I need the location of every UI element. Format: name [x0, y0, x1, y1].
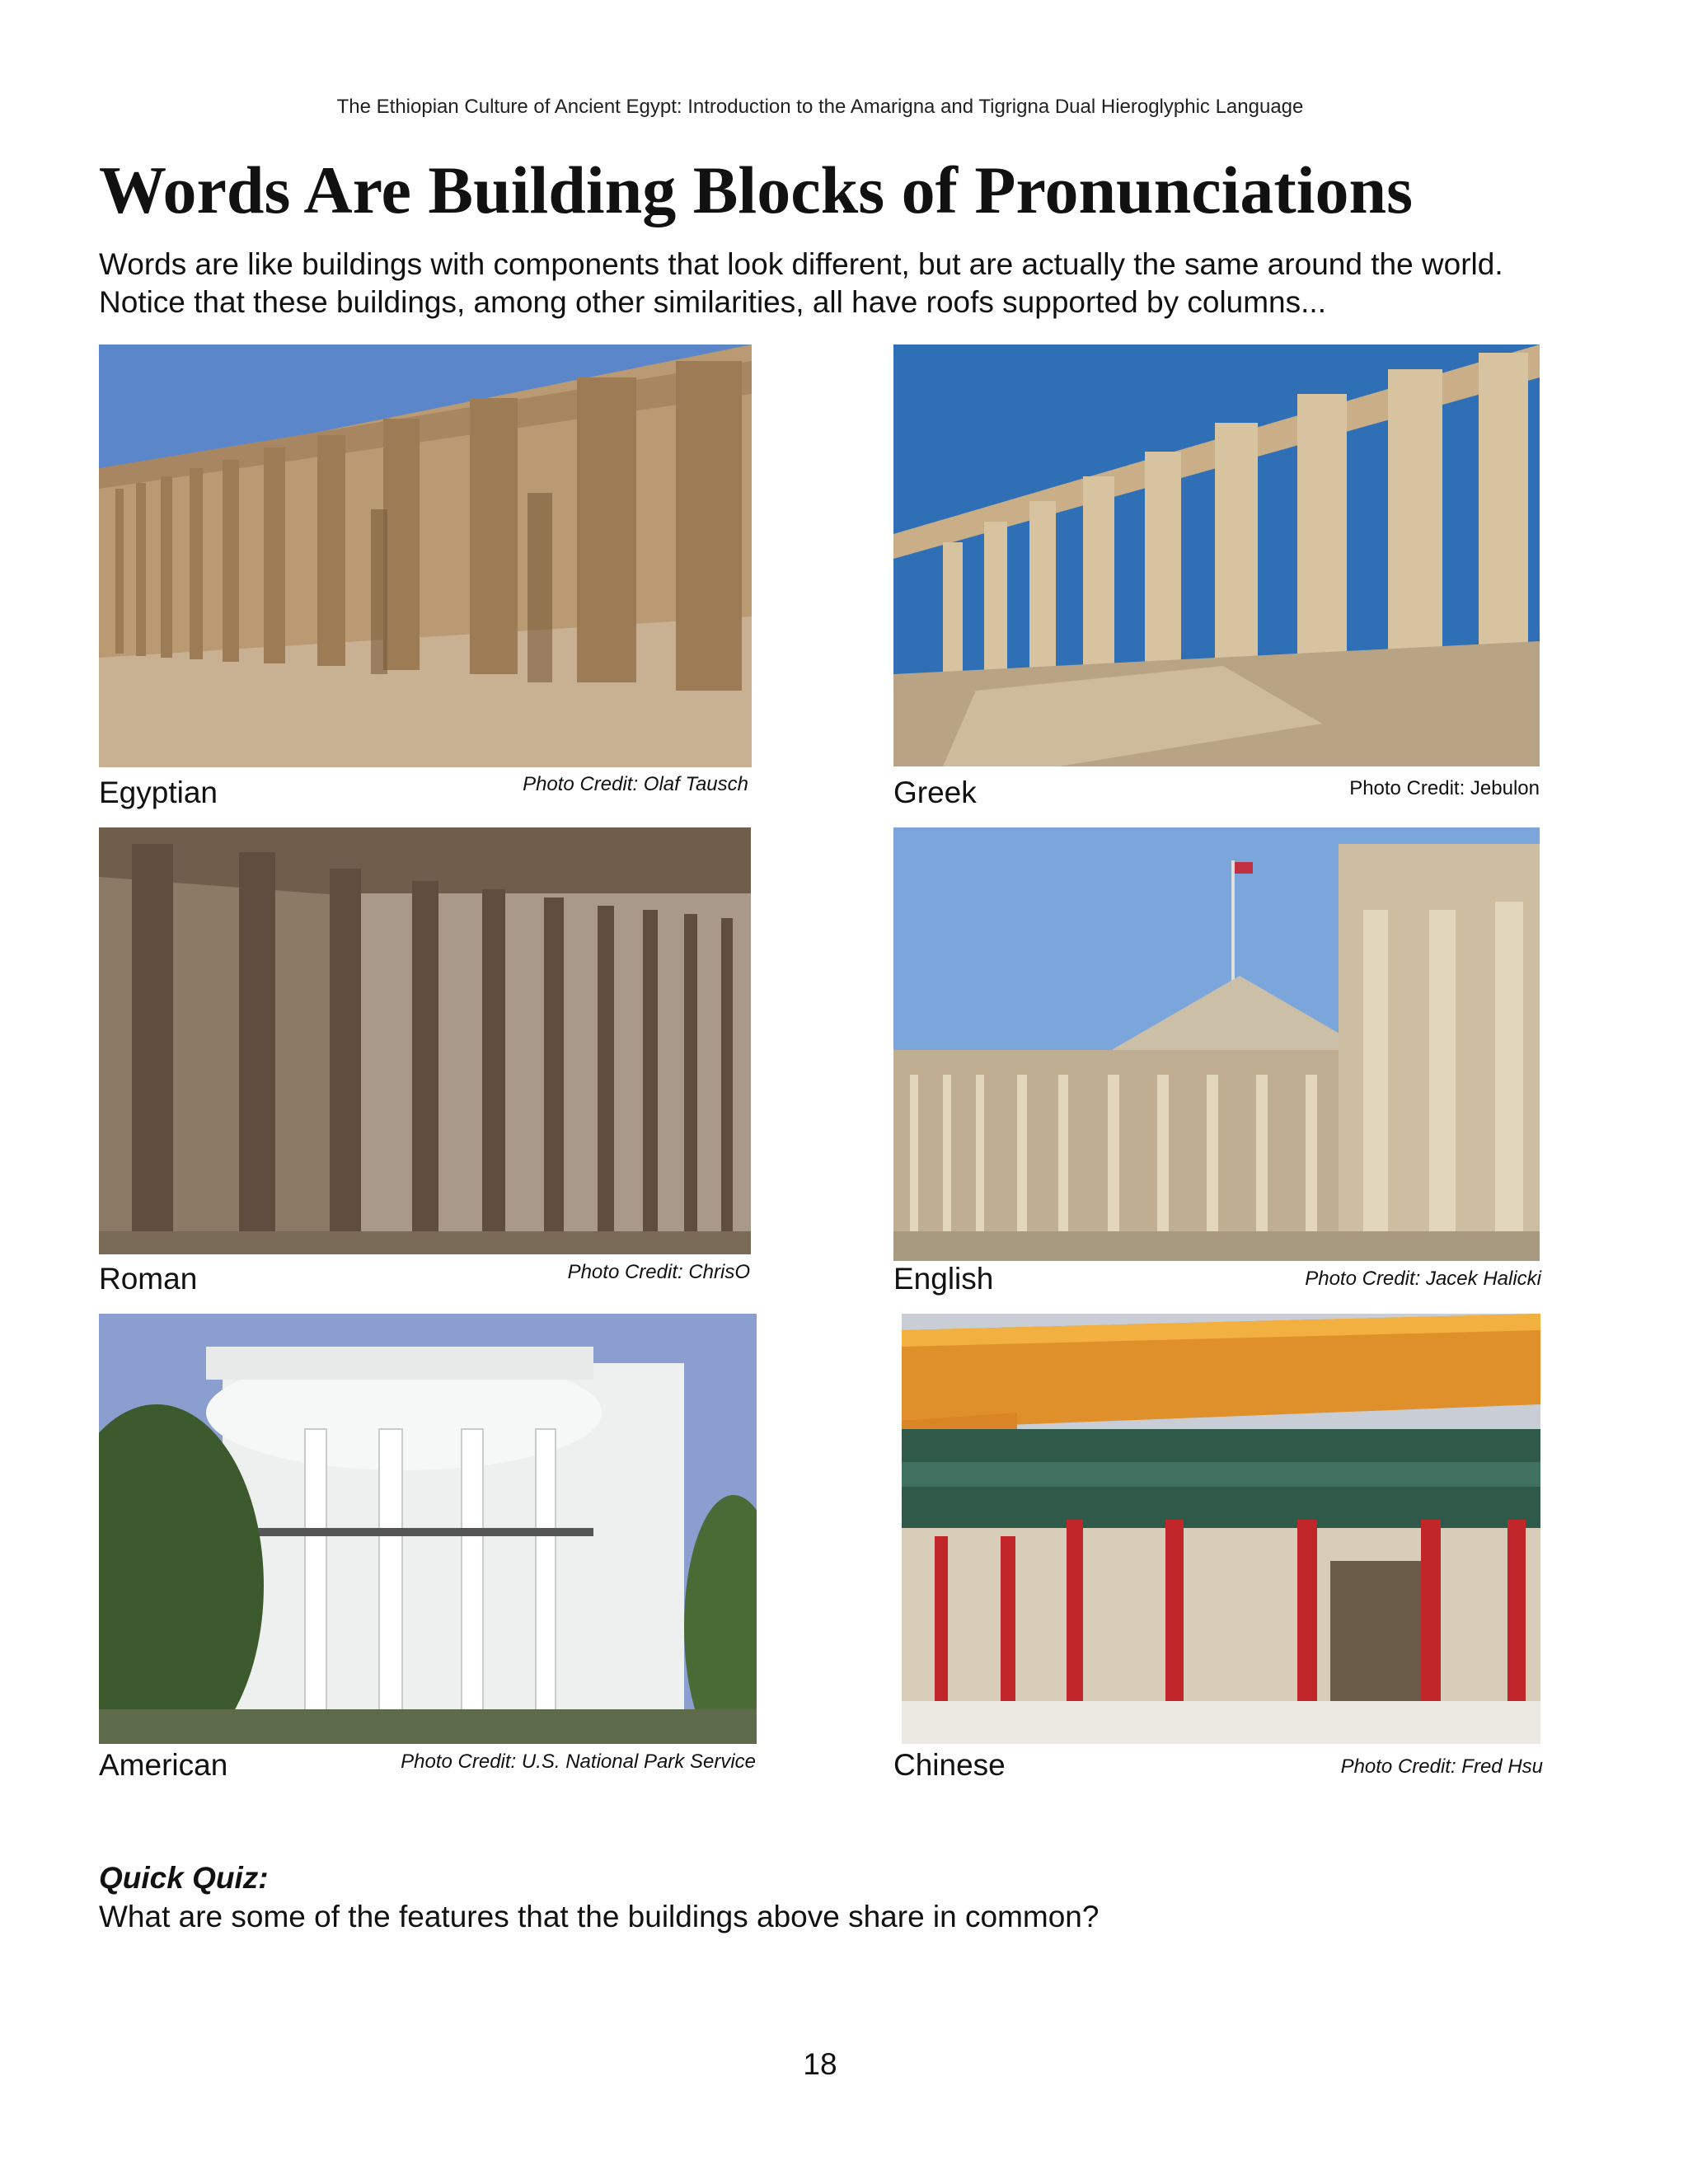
egyptian-temple-photo	[99, 344, 752, 767]
quiz-heading: Quick Quiz:	[99, 1861, 269, 1895]
photo-label-greek: Greek	[893, 776, 977, 809]
american-white-house-photo	[99, 1314, 757, 1744]
photo-credit-egyptian: Photo Credit: Olaf Tausch	[523, 773, 748, 795]
quiz-question: What are some of the features that the buildings above share in common?	[99, 1900, 1100, 1933]
greek-temple-photo	[893, 344, 1540, 766]
photo-label-chinese: Chinese	[893, 1748, 1006, 1782]
photo-credit-english: Photo Credit: Jacek Halicki	[1305, 1268, 1541, 1290]
photo-credit-chinese: Photo Credit: Fred Hsu	[1340, 1755, 1543, 1778]
running-header: The Ethiopian Culture of Ancient Egypt: Introduction to the Amarigna and Tigrigna Dual Hieroglyphic Language	[336, 96, 1304, 118]
photo-label-american: American	[99, 1748, 228, 1782]
photo-credit-roman: Photo Credit: ChrisO	[567, 1261, 750, 1283]
chinese-theater-photo	[902, 1314, 1540, 1744]
page-title: Words Are Building Blocks of Pronunciations	[99, 152, 1414, 227]
photo-label-english: English	[893, 1262, 994, 1296]
photo-credit-american: Photo Credit: U.S. National Park Service	[401, 1750, 756, 1773]
photo-label-egyptian: Egyptian	[99, 776, 218, 809]
photo-label-roman: Roman	[99, 1262, 198, 1296]
photo-credit-greek: Photo Credit: Jebulon	[1349, 777, 1540, 799]
intro-paragraph: Words are like buildings with components that look different, but are actually the same around the world. Notice that these buildings, among other similarities, all have roofs supported by columns...	[99, 247, 1503, 319]
english-museum-photo	[893, 827, 1540, 1261]
roman-temple-photo	[99, 827, 751, 1254]
page-number: 18	[803, 2047, 837, 2081]
